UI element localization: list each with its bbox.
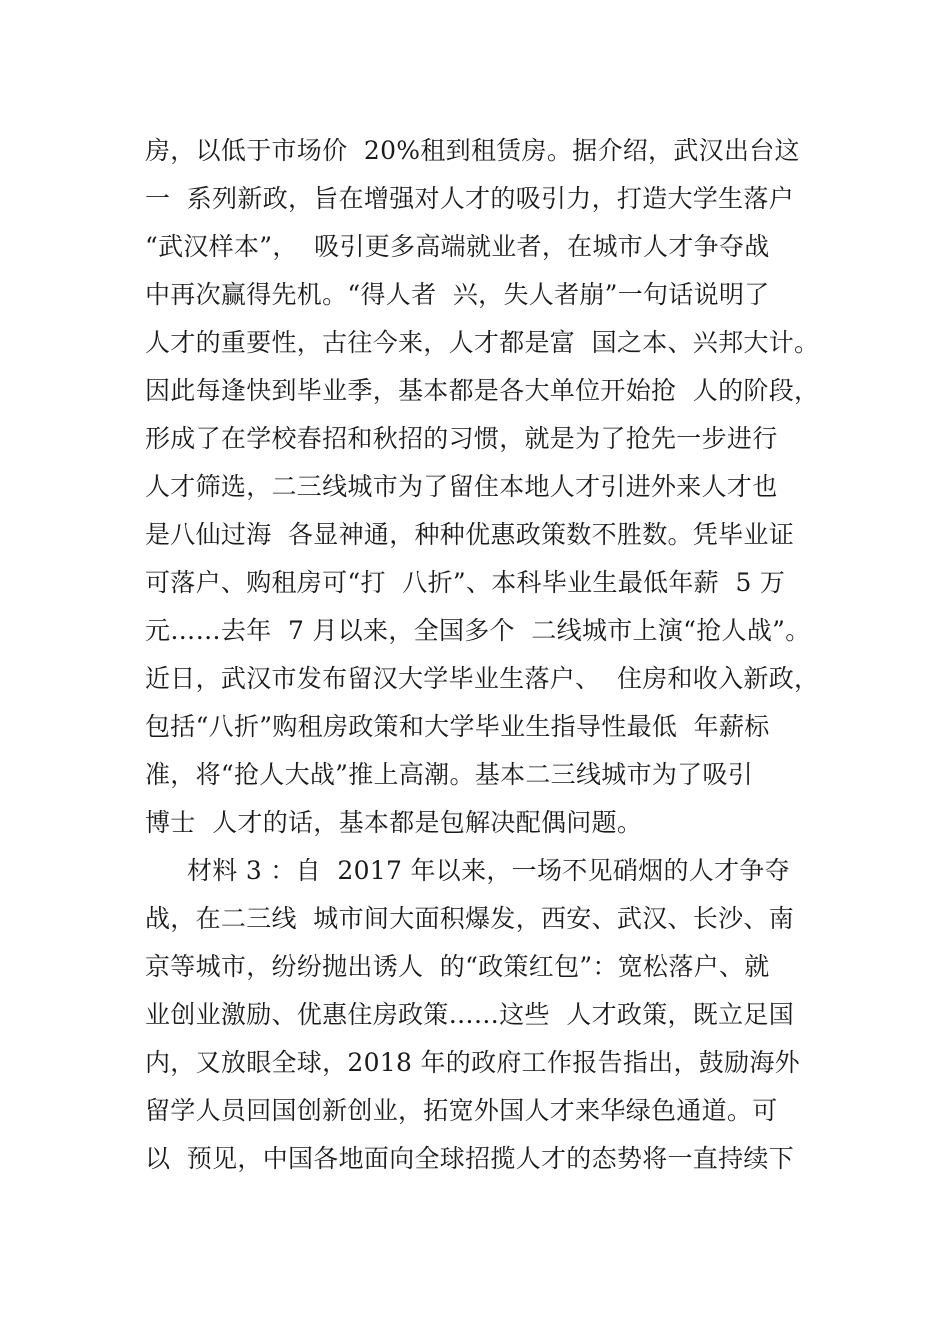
text-line: 京等城市，纷纷抛出诱人 的“政策红包”：宽松落户、就: [145, 952, 770, 981]
text-line: 近日，武汉市发布留汉大学毕业生落户、 住房和收入新政，: [145, 664, 820, 693]
text-line: 战，在二三线 城市间大面积爆发，西安、武汉、长沙、南: [145, 904, 794, 933]
text-line: 可落户、购租房可“打 八折”、本科毕业生最低年薪 5 万: [145, 568, 786, 597]
text-line: 因此每逢快到毕业季，基本都是各大单位开始抢 人的阶段，: [145, 376, 820, 405]
text-line: 包括“八折”购租房政策和大学毕业生指导性最低 年薪标: [145, 712, 770, 741]
text-line: “武汉样本”， 吸引更多高端就业者，在城市人才争夺战: [145, 232, 770, 261]
text-line: 元……去年 7 月以来，全国多个 二线城市上演“抢人战”。: [145, 616, 811, 645]
paragraph-start-line: 材料 3 ：自 2017 年以来，一场不见硝烟的人才争夺: [187, 856, 790, 885]
text-line: 人才筛选，二三线城市为了留住本地人才引进外来人才也: [145, 472, 778, 501]
text-line: 业创业激励、优惠住房政策……这些 人才政策，既立足国: [145, 1000, 794, 1029]
text-line: 准，将“抢人大战”推上高潮。基本二三线城市为了吸引: [145, 760, 754, 789]
text-line: 博士 人才的话，基本都是包解决配偶问题。: [145, 808, 643, 837]
text-line: 一 系列新政，旨在增强对人才的吸引力，打造大学生落户: [145, 184, 794, 213]
text-line: 内，又放眼全球，2018 年的政府工作报告指出，鼓励海外: [145, 1048, 800, 1077]
text-line: 中再次赢得先机。“得人者 兴，失人者崩”一句话说明了: [145, 280, 770, 309]
text-line: 以 预见，中国各地面向全球招揽人才的态势将一直持续下: [145, 1144, 794, 1173]
text-line: 是八仙过海 各显神通，种种优惠政策数不胜数。凭毕业证: [145, 520, 794, 549]
text-line: 形成了在学校春招和秋招的习惯，就是为了抢先一步进行: [145, 424, 778, 453]
text-line: 房，以低于市场价 20%租到租赁房。据介绍，武汉出台这: [145, 136, 800, 165]
text-line: 人才的重要性，古往今来，人才都是富 国之本、兴邦大计。: [145, 328, 820, 357]
text-line: 留学人员回国创新创业，拓宽外国人才来华绿色通道。可: [145, 1096, 778, 1125]
